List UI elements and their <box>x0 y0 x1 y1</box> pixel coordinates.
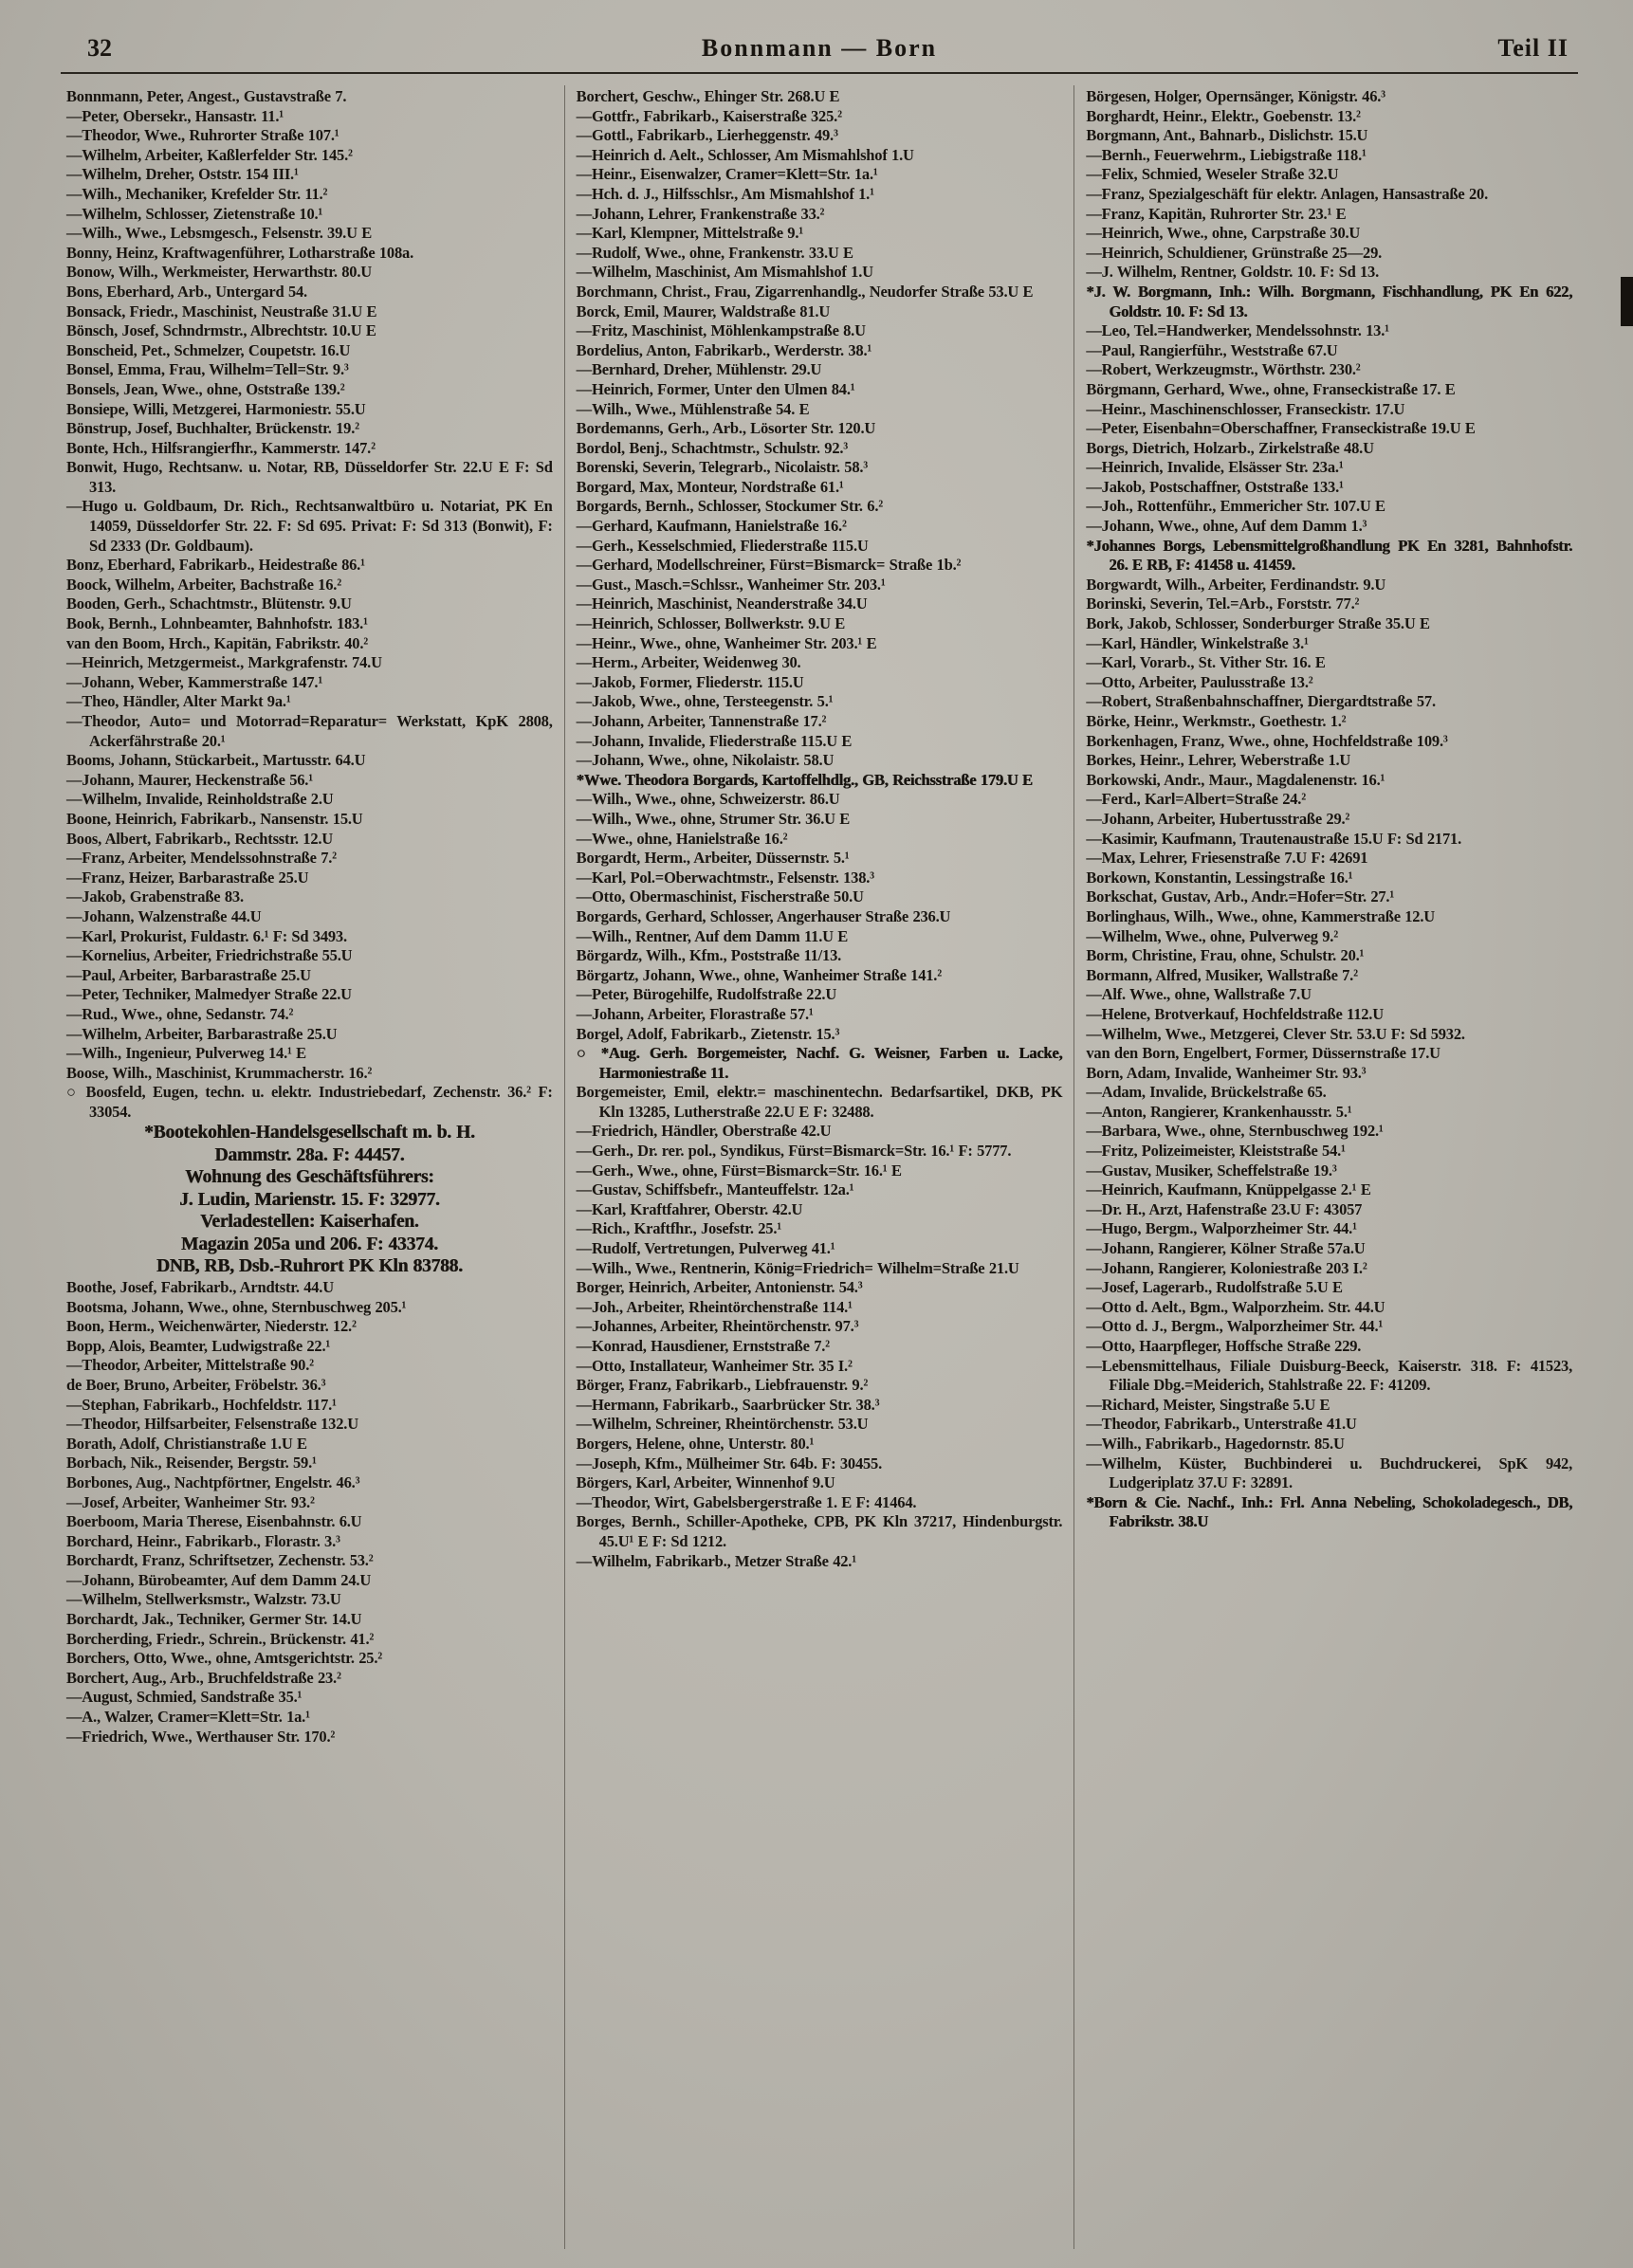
directory-entry: Börke, Heinr., Werkmstr., Goethestr. 1.² <box>1086 712 1347 730</box>
directory-entry: Bootsma, Johann, Wwe., ohne, Sternbuschweg 205.¹ <box>66 1297 407 1316</box>
directory-entry: Borges, Bernh., Schiller-Apotheke, CPB, PK Kln 37217, Hindenburgstr. 45.U¹ E F: Sd 1212. <box>576 1512 1063 1550</box>
directory-entry: —Hugo u. Goldbaum, Dr. Rich., Rechtsanwaltbüro u. Notariat, PK En 14059, Düsseldorfer Str. 22. F: Sd 695. Privat: F: Sd 313 (Bonwit), F: Sd 2333 (Dr. Goldbaum). <box>66 497 553 555</box>
directory-entry: Borchmann, Christ., Frau, Zigarrenhandlg., Neudorfer Straße 53.U E <box>576 282 1034 301</box>
directory-entry: Borgards, Bernh., Schlosser, Stockumer Str. 6.² <box>576 497 884 516</box>
directory-entry: Borkes, Heinr., Lehrer, Weberstraße 1.U <box>1086 751 1351 770</box>
directory-entry: —Herm., Arbeiter, Weidenweg 30. <box>576 653 801 672</box>
directory-entry: —Wilhelm, Maschinist, Am Mismahlshof 1.U <box>576 263 873 282</box>
directory-entry: Dammstr. 28a. F: 44457. <box>214 1144 405 1165</box>
directory-entry: Bönstrup, Josef, Buchhalter, Brückenstr. 19.² <box>66 419 359 438</box>
directory-entry: —Jakob, Grabenstraße 83. <box>66 887 244 906</box>
directory-entry: —Johann, Rangierer, Koloniestraße 203 I.² <box>1086 1258 1367 1277</box>
directory-entry: —Anton, Rangierer, Krankenhausstr. 5.¹ <box>1086 1102 1352 1121</box>
directory-entry: Borbones, Aug., Nachtpförtner, Engelstr. 46.³ <box>66 1472 360 1491</box>
directory-entry: van den Born, Engelbert, Former, Düssernstraße 17.U <box>1086 1044 1440 1063</box>
directory-entry: —Wilh., Wwe., ohne, Schweizerstr. 86.U <box>576 790 840 809</box>
directory-entry: Borger, Heinrich, Arbeiter, Antonienstr. 54.³ <box>576 1278 863 1297</box>
directory-entry: —A., Walzer, Cramer=Klett=Str. 1a.¹ <box>66 1708 310 1727</box>
directory-entry: —Barbara, Wwe., ohne, Sternbuschweg 192.¹ <box>1086 1122 1384 1141</box>
directory-entry: ○ *Aug. Gerh. Borgemeister, Nachf. G. Weisner, Farben u. Lacke, Harmoniestraße 11. <box>576 1044 1063 1082</box>
directory-entry: —Wilhelm, Wwe., Metzgerei, Clever Str. 53.U F: Sd 5932. <box>1086 1024 1465 1043</box>
directory-entry: Borbach, Nik., Reisender, Bergstr. 59.¹ <box>66 1454 317 1472</box>
directory-entry: —Hch. d. J., Hilfsschlsr., Am Mismahlshof 1.¹ <box>576 184 874 203</box>
directory-entry: —Karl, Klempner, Mittelstraße 9.¹ <box>576 224 804 243</box>
directory-entry: —Fritz, Maschinist, Möhlenkampstraße 8.U <box>576 321 866 340</box>
directory-entry: Borath, Adolf, Christianstraße 1.U E <box>66 1434 307 1453</box>
directory-entry: —Wilhelm, Arbeiter, Barbarastraße 25.U <box>66 1024 338 1043</box>
directory-entry: —Theodor, Arbeiter, Mittelstraße 90.² <box>66 1356 314 1375</box>
directory-entry: —August, Schmied, Sandstraße 35.¹ <box>66 1688 303 1707</box>
directory-entry: —Paul, Rangierführ., Weststraße 67.U <box>1086 340 1338 359</box>
directory-entry: —Wilhelm, Fabrikarb., Metzer Straße 42.¹ <box>576 1551 856 1570</box>
directory-entry: —Kasimir, Kaufmann, Trautenaustraße 15.U F: Sd 2171. <box>1086 829 1462 848</box>
directory-entry: Bork, Jakob, Schlosser, Sonderburger Straße 35.U E <box>1086 614 1430 633</box>
directory-entry: —Johann, Rangierer, Kölner Straße 57a.U <box>1086 1239 1366 1258</box>
directory-entry: van den Boom, Hrch., Kapitän, Fabrikstr. 40.² <box>66 633 368 652</box>
page-edge-tab <box>1621 277 1633 326</box>
directory-entry: Bormann, Alfred, Musiker, Wallstraße 7.² <box>1086 965 1358 984</box>
directory-entry: Bonscheid, Pet., Schmelzer, Coupetstr. 16.U <box>66 340 351 359</box>
directory-entry: Book, Bernh., Lohnbeamter, Bahnhofstr. 183.¹ <box>66 614 368 633</box>
directory-entry: Boose, Wilh., Maschinist, Krummacherstr. 16.² <box>66 1063 373 1082</box>
directory-entry: —Wilh., Fabrikarb., Hagedornstr. 85.U <box>1086 1434 1345 1453</box>
directory-entry: —Theodor, Fabrikarb., Unterstraße 41.U <box>1086 1415 1357 1434</box>
directory-entry: Borenski, Severin, Telegrarb., Nicolaistr. 58.³ <box>576 458 869 477</box>
directory-entry: —Heinr., Eisenwalzer, Cramer=Klett=Str. 1a.¹ <box>576 165 878 184</box>
directory-entry: Börgartz, Johann, Wwe., ohne, Wanheimer Straße 141.² <box>576 965 942 984</box>
directory-entry: Bonwit, Hugo, Rechtsanw. u. Notar, RB, Düsseldorfer Str. 22.U E F: Sd 313. <box>66 458 553 496</box>
directory-entry: Borchers, Otto, Wwe., ohne, Amtsgerichtstr. 25.² <box>66 1649 383 1668</box>
directory-entry: —Otto, Installateur, Wanheimer Str. 35 I.² <box>576 1356 853 1375</box>
directory-entry: —Konrad, Hausdiener, Ernststraße 7.² <box>576 1337 830 1355</box>
directory-entry: Borgs, Dietrich, Holzarb., Zirkelstraße 48.U <box>1086 438 1374 457</box>
directory-entry: —Gerhard, Kaufmann, Hanielstraße 16.² <box>576 517 847 536</box>
directory-entry: —Johann, Walzenstraße 44.U <box>66 906 262 925</box>
directory-entry: —Johann, Wwe., ohne, Auf dem Damm 1.³ <box>1086 517 1367 536</box>
directory-entry: —Gottl., Fabrikarb., Lierheggenstr. 49.³ <box>576 126 838 145</box>
directory-entry: —Heinrich, Former, Unter den Ulmen 84.¹ <box>576 379 855 398</box>
directory-entry: —Heinrich d. Aelt., Schlosser, Am Mismahlshof 1.U <box>576 145 914 164</box>
directory-entry: —Johannes, Arbeiter, Rheintörchenstr. 97.³ <box>576 1317 859 1336</box>
directory-entry: —Heinr., Maschinenschlosser, Franseckistr. 17.U <box>1086 399 1405 418</box>
directory-entry: —Rudolf, Vertretungen, Pulverweg 41.¹ <box>576 1239 835 1258</box>
directory-entry: —Peter, Techniker, Malmedyer Straße 22.U <box>66 985 352 1004</box>
directory-entry: Booms, Johann, Stückarbeit., Martusstr. 64.U <box>66 751 366 770</box>
page-title: Bonnmann — Born <box>701 34 938 62</box>
directory-entry: —Richard, Meister, Singstraße 5.U E <box>1086 1395 1330 1414</box>
directory-entry: Bordol, Benj., Schachtmstr., Schulstr. 92.³ <box>576 438 849 457</box>
directory-entry: —Jakob, Wwe., ohne, Tersteegenstr. 5.¹ <box>576 692 834 711</box>
directory-entry: Borghardt, Heinr., Elektr., Goebenstr. 13.² <box>1086 106 1361 125</box>
directory-entry: —Friedrich, Wwe., Werthauser Str. 170.² <box>66 1727 336 1746</box>
directory-entry: —Joh., Rottenführ., Emmericher Str. 107.U E <box>1086 497 1385 516</box>
directory-entry: —Karl, Pol.=Oberwachtmstr., Felsenstr. 138.³ <box>576 868 874 887</box>
directory-entry: J. Ludin, Marienstr. 15. F: 32977. <box>179 1189 440 1210</box>
directory-entry: —Heinr., Wwe., ohne, Wanheimer Str. 203.¹ E <box>576 633 877 652</box>
directory-entry: Borchardt, Jak., Techniker, Germer Str. 14.U <box>66 1610 362 1629</box>
directory-entry: —Kornelius, Arbeiter, Friedrichstraße 55.U <box>66 946 353 965</box>
directory-entry: —Otto, Arbeiter, Paulusstraße 13.² <box>1086 672 1313 691</box>
directory-entry: —Wilhelm, Schlosser, Zietenstraße 10.¹ <box>66 204 323 223</box>
directory-entry: —Karl, Kraftfahrer, Oberstr. 42.U <box>576 1199 803 1218</box>
directory-entry: —Wilhelm, Invalide, Reinholdstraße 2.U <box>66 790 334 809</box>
directory-entry: de Boer, Bruno, Arbeiter, Fröbelstr. 36.³ <box>66 1375 326 1394</box>
directory-entry: Borkowski, Andr., Maur., Magdalenenstr. 16.¹ <box>1086 770 1385 789</box>
directory-column-2 <box>564 85 1074 2249</box>
directory-entry: Born, Adam, Invalide, Wanheimer Str. 93.³ <box>1086 1063 1367 1082</box>
directory-entry: Börgmann, Gerhard, Wwe., ohne, Franseckistraße 17. E <box>1086 379 1456 398</box>
directory-entry: Borkschat, Gustav, Arb., Andr.=Hofer=Str. 27.¹ <box>1086 887 1395 906</box>
directory-entry: Borkown, Konstantin, Lessingstraße 16.¹ <box>1086 868 1353 887</box>
directory-entry: Borchardt, Franz, Schriftsetzer, Zechenstr. 53.² <box>66 1551 374 1570</box>
directory-entry: Verladestellen: Kaiserhafen. <box>200 1212 419 1233</box>
directory-entry: —Johann, Arbeiter, Hubertusstraße 29.² <box>1086 809 1350 828</box>
directory-entry: —Helene, Brotverkauf, Hochfeldstraße 112.U <box>1086 1004 1384 1023</box>
directory-entry: Bordelius, Anton, Fabrikarb., Werderstr. 38.¹ <box>576 340 872 359</box>
directory-entry: —Stephan, Fabrikarb., Hochfeldstr. 117.¹ <box>66 1395 337 1414</box>
directory-entry: —Rich., Kraftfhr., Josefstr. 25.¹ <box>576 1219 781 1238</box>
directory-entry: —Wilh., Mechaniker, Krefelder Str. 11.² <box>66 184 328 203</box>
directory-entry: —Karl, Händler, Winkelstraße 3.¹ <box>1086 633 1309 652</box>
directory-column-1 <box>55 85 564 2249</box>
directory-entry: ○ Boosfeld, Eugen, techn. u. elektr. Industriebedarf, Zechenstr. 36.² F: 33054. <box>66 1083 553 1121</box>
directory-entry: Börger, Franz, Fabrikarb., Liebfrauenstr. 9.² <box>576 1376 869 1395</box>
directory-entry: Bons, Eberhard, Arb., Untergard 54. <box>66 282 307 301</box>
directory-entry: —Wilh., Ingenieur, Pulverweg 14.¹ E <box>66 1044 306 1063</box>
directory-entry: Börgers, Karl, Arbeiter, Winnenhof 9.U <box>576 1473 835 1492</box>
directory-entry: *Johannes Borgs, Lebensmittelgroßhandlung PK En 3281, Bahnhofstr. 26. E RB, F: 41458 u. 41459. <box>1086 536 1573 575</box>
directory-entry: —Karl, Vorarb., St. Vither Str. 16. E <box>1086 653 1326 672</box>
directory-entry: —Johann, Arbeiter, Tannenstraße 17.² <box>576 712 827 730</box>
directory-entry: Boothe, Josef, Fabrikarb., Arndtstr. 44.U <box>66 1277 334 1296</box>
directory-entry: Bonz, Eberhard, Fabrikarb., Heidestraße 86.¹ <box>66 556 365 575</box>
directory-entry: —Wilhelm, Küster, Buchbinderei u. Buchdruckerei, SpK 942, Ludgeriplatz 37.U F: 32891. <box>1086 1454 1573 1492</box>
directory-entry: Bonnmann, Peter, Angest., Gustavstraße 7. <box>66 87 347 105</box>
directory-entry: *Born & Cie. Nachf., Inh.: Frl. Anna Nebeling, Schokoladegesch., DB, Fabrikstr. 38.U <box>1086 1492 1573 1531</box>
directory-entry: —Franz, Arbeiter, Mendelssohnstraße 7.² <box>66 849 337 868</box>
directory-entry: —Gerh., Dr. rer. pol., Syndikus, Fürst=Bismarck=Str. 16.¹ F: 5777. <box>576 1142 1012 1161</box>
directory-entry: —Theo, Händler, Alter Markt 9a.¹ <box>66 692 291 711</box>
directory-entry: Bordemanns, Gerh., Arb., Lösorter Str. 120.U <box>576 419 876 438</box>
directory-entry: —Wwe., ohne, Hanielstraße 16.² <box>576 829 788 848</box>
directory-entry: —Heinrich, Invalide, Elsässer Str. 23a.¹ <box>1086 458 1344 477</box>
directory-entry: —Heinrich, Maschinist, Neanderstraße 34.U <box>576 594 868 613</box>
directory-column-3 <box>1073 85 1584 2249</box>
directory-entry: Borgard, Max, Monteur, Nordstraße 61.¹ <box>576 477 844 496</box>
directory-entry: Boos, Albert, Fabrikarb., Rechtsstr. 12.U <box>66 829 334 848</box>
directory-entry: —Otto d. J., Bergm., Walporzheimer Str. 44.¹ <box>1086 1317 1384 1336</box>
directory-entry: —Joseph, Kfm., Mülheimer Str. 64b. F: 30455. <box>576 1454 883 1472</box>
directory-entry: —Lebensmittelhaus, Filiale Duisburg-Beeck, Kaiserstr. 318. F: 41523, Filiale Dbg.=Meiderich, Stahlstraße 22. F: 41209. <box>1086 1356 1573 1395</box>
directory-entry: —Alf. Wwe., ohne, Wallstraße 7.U <box>1086 985 1312 1004</box>
directory-entry: —Joh., Arbeiter, Rheintörchenstraße 114.¹ <box>576 1297 853 1316</box>
directory-entry: Borchert, Geschw., Ehinger Str. 268.U E <box>576 87 840 105</box>
directory-entry: —Johann, Invalide, Fliederstraße 115.U E <box>576 731 853 750</box>
directory-entry: —Max, Lehrer, Friesenstraße 7.U F: 42691 <box>1086 849 1368 868</box>
directory-entry: —Felix, Schmied, Weseler Straße 32.U <box>1086 165 1339 184</box>
directory-entry: —Wilhelm, Arbeiter, Kaßlerfelder Str. 145.² <box>66 145 353 164</box>
directory-entry: *J. W. Borgmann, Inh.: Wilh. Borgmann, Fischhandlung, PK En 622, Goldstr. 10. F: Sd 13. <box>1086 282 1573 320</box>
directory-entry: —Gerhard, Modellschreiner, Fürst=Bismarck= Straße 1b.² <box>576 556 962 575</box>
page-header <box>61 34 1578 66</box>
directory-entry: —Otto d. Aelt., Bgm., Walporzheim. Str. 44.U <box>1086 1297 1385 1316</box>
directory-entry: Borinski, Severin, Tel.=Arb., Forststr. 77.² <box>1086 594 1360 613</box>
directory-entry: —Gerh., Wwe., ohne, Fürst=Bismarck=Str. 16.¹ E <box>576 1161 902 1180</box>
directory-entry: —Josef, Lagerarb., Rudolfstraße 5.U E <box>1086 1278 1343 1297</box>
directory-entry: —Bernh., Feuerwehrm., Liebigstraße 118.¹ <box>1086 145 1367 164</box>
directory-columns <box>55 85 1584 2249</box>
directory-entry: Borgmann, Ant., Bahnarb., Dislichstr. 15.U <box>1086 126 1368 145</box>
directory-entry: *Wwe. Theodora Borgards, Kartoffelhdlg., GB, Reichsstraße 179.U E <box>576 770 1033 789</box>
directory-entry: —Heinrich, Schuldiener, Grünstraße 25—29. <box>1086 243 1383 262</box>
directory-entry: —Wilh., Wwe., Rentnerin, König=Friedrich= Wilhelm=Straße 21.U <box>576 1258 1019 1277</box>
directory-entry: Boerboom, Maria Therese, Eisenbahnstr. 6.U <box>66 1512 362 1531</box>
directory-entry: Boon, Herm., Weichenwärter, Niederstr. 12.² <box>66 1317 357 1336</box>
directory-entry: —Heinrich, Wwe., ohne, Carpstraße 30.U <box>1086 224 1361 243</box>
header-rule <box>61 72 1578 74</box>
directory-entry: —Karl, Prokurist, Fuldastr. 6.¹ F: Sd 3493. <box>66 926 347 945</box>
directory-entry: —Friedrich, Händler, Oberstraße 42.U <box>576 1122 832 1141</box>
directory-entry: —Theodor, Wwe., Ruhrorter Straße 107.¹ <box>66 126 339 145</box>
directory-entry: —Robert, Werkzeugmstr., Wörthstr. 230.² <box>1086 360 1361 379</box>
directory-entry: Borlinghaus, Wilh., Wwe., ohne, Kammerstraße 12.U <box>1086 906 1435 925</box>
directory-entry: —Rudolf, Wwe., ohne, Frankenstr. 33.U E <box>576 243 853 262</box>
directory-entry: —Franz, Kapitän, Ruhrorter Str. 23.¹ E <box>1086 204 1347 223</box>
directory-entry: —Gustav, Schiffsbefr., Manteuffelstr. 12a.¹ <box>576 1180 854 1199</box>
directory-entry: —Otto, Obermaschinist, Fischerstraße 50.U <box>576 887 864 906</box>
directory-entry: Boock, Wilhelm, Arbeiter, Bachstraße 16.² <box>66 575 341 594</box>
directory-entry: Booden, Gerh., Schachtmstr., Blütenstr. 9.U <box>66 594 352 613</box>
directory-entry: —Wilh., Wwe., ohne, Strumer Str. 36.U E <box>576 809 851 828</box>
directory-entry: —Franz, Heizer, Barbarastraße 25.U <box>66 868 309 887</box>
directory-entry: —Johann, Bürobeamter, Auf dem Damm 24.U <box>66 1570 372 1589</box>
directory-entry: Boone, Heinrich, Fabrikarb., Nansenstr. 15.U <box>66 809 363 828</box>
directory-entry: Bonsack, Friedr., Maschinist, Neustraße 31.U E <box>66 302 377 320</box>
part-label: Teil II <box>1497 34 1569 62</box>
directory-entry: Bopp, Alois, Beamter, Ludwigstraße 22.¹ <box>66 1336 331 1355</box>
directory-entry: Börgesen, Holger, Opernsänger, Königstr. 46.³ <box>1086 87 1385 105</box>
directory-entry: —Franz, Spezialgeschäft für elektr. Anlagen, Hansastraße 20. <box>1086 184 1488 203</box>
directory-entry: —Jakob, Former, Fliederstr. 115.U <box>576 672 804 691</box>
directory-entry: Borgemeister, Emil, elektr.= maschinentechn. Bedarfsartikel, DKB, PK Kln 13285, Lutherstraße 22.U E F: 32488. <box>576 1083 1063 1121</box>
directory-entry: —Wilh., Wwe., Mühlenstraße 54. E <box>576 399 810 418</box>
directory-entry: —Paul, Arbeiter, Barbarastraße 25.U <box>66 965 311 984</box>
directory-entry: Borchert, Aug., Arb., Bruchfeldstraße 23.² <box>66 1668 341 1687</box>
directory-entry: Börgardz, Wilh., Kfm., Poststraße 11/13. <box>576 946 842 965</box>
directory-entry: Borgers, Helene, ohne, Unterstr. 80.¹ <box>576 1434 815 1453</box>
directory-entry: Bonte, Hch., Hilfsrangierfhr., Kammerstr. 147.² <box>66 438 376 457</box>
directory-entry: —Gust., Masch.=Schlssr., Wanheimer Str. 203.¹ <box>576 575 886 594</box>
directory-entry: Bonow, Wilh., Werkmeister, Herwarthstr. 80.U <box>66 263 372 282</box>
directory-entry: —Jakob, Postschaffner, Oststraße 133.¹ <box>1086 477 1344 496</box>
directory-entry: —Theodor, Hilfsarbeiter, Felsenstraße 132.U <box>66 1415 358 1434</box>
directory-entry: Bonny, Heinz, Kraftwagenführer, Lotharstraße 108a. <box>66 243 413 262</box>
directory-entry: —Leo, Tel.=Handwerker, Mendelssohnstr. 13.¹ <box>1086 321 1389 340</box>
directory-entry: —Heinrich, Schlosser, Bollwerkstr. 9.U E <box>576 614 846 633</box>
directory-entry: Borm, Christine, Frau, ohne, Schulstr. 20.¹ <box>1086 946 1365 965</box>
directory-entry: Borcherding, Friedr., Schrein., Brückenstr. 41.² <box>66 1629 375 1648</box>
directory-entry: —Johann, Arbeiter, Florastraße 57.¹ <box>576 1004 814 1023</box>
directory-entry: —Adam, Invalide, Brückelstraße 65. <box>1086 1083 1327 1102</box>
directory-entry: *Bootekohlen-Handelsgesellschaft m. b. H. <box>144 1123 475 1143</box>
directory-entry: —Johann, Wwe., ohne, Nikolaistr. 58.U <box>576 751 835 770</box>
directory-entry: —Ferd., Karl=Albert=Straße 24.² <box>1086 790 1306 809</box>
directory-entry: —Bernhard, Dreher, Mühlenstr. 29.U <box>576 360 822 379</box>
directory-entry: Magazin 205a und 206. F: 43374. <box>180 1234 438 1254</box>
directory-entry: —Otto, Haarpfleger, Hoffsche Straße 229. <box>1086 1337 1362 1355</box>
directory-entry: Borck, Emil, Maurer, Waldstraße 81.U <box>576 302 831 320</box>
directory-entry: —Fritz, Polizeimeister, Kleiststraße 54.¹ <box>1086 1142 1346 1161</box>
directory-entry: —Josef, Arbeiter, Wanheimer Str. 93.² <box>66 1492 315 1511</box>
directory-entry: —Dr. H., Arzt, Hafenstraße 23.U F: 43057 <box>1086 1199 1363 1218</box>
directory-entry: —Wilh., Wwe., Lebsmgesch., Felsenstr. 39.U E <box>66 224 373 243</box>
directory-entry: —Wilhelm, Wwe., ohne, Pulverweg 9.² <box>1086 926 1338 945</box>
directory-entry: —Peter, Bürogehilfe, Rudolfstraße 22.U <box>576 985 837 1004</box>
directory-entry: Borgwardt, Wilh., Arbeiter, Ferdinandstr. 9.U <box>1086 575 1386 594</box>
directory-entry: Borgardt, Herm., Arbeiter, Düssernstr. 5.¹ <box>576 849 850 868</box>
directory-entry: —Theodor, Wirt, Gabelsbergerstraße 1. E F: 41464. <box>576 1492 917 1511</box>
directory-entry: DNB, RB, Dsb.-Ruhrort PK Kln 83788. <box>156 1256 463 1277</box>
directory-entry: Borgards, Gerhard, Schlosser, Angerhauser Straße 236.U <box>576 906 951 925</box>
directory-entry: —Heinrich, Metzgermeist., Markgrafenstr. 74.U <box>66 653 382 672</box>
directory-entry: —Johann, Weber, Kammerstraße 147.¹ <box>66 672 323 691</box>
directory-entry: —Wilh., Rentner, Auf dem Damm 11.U E <box>576 926 849 945</box>
directory-entry: —Hugo, Bergm., Walporzheimer Str. 44.¹ <box>1086 1219 1357 1238</box>
page-number: 32 <box>87 34 112 62</box>
directory-entry: Borchard, Heinr., Fabrikarb., Florastr. 3.³ <box>66 1531 340 1550</box>
directory-entry: —Johann, Lehrer, Frankenstraße 33.² <box>576 204 825 223</box>
directory-entry: —Wilhelm, Dreher, Oststr. 154 III.¹ <box>66 165 299 184</box>
directory-entry: —Gerh., Kesselschmied, Fliederstraße 115.U <box>576 536 869 555</box>
directory-entry: —Wilhelm, Stellwerksmstr., Walzstr. 73.U <box>66 1590 341 1609</box>
directory-entry: —Heinrich, Kaufmann, Knüppelgasse 2.¹ E <box>1086 1180 1371 1199</box>
directory-entry: Wohnung des Geschäftsführers: <box>185 1167 434 1188</box>
directory-entry: Bonsels, Jean, Wwe., ohne, Oststraße 139.² <box>66 379 345 398</box>
directory-entry: Borkenhagen, Franz, Wwe., ohne, Hochfeldstraße 109.³ <box>1086 731 1448 750</box>
directory-entry: —Theodor, Auto= und Motorrad=Reparatur= Werkstatt, KpK 2808, Ackerfährstraße 20.¹ <box>66 712 553 750</box>
directory-entry: —Robert, Straßenbahnschaffner, Diergardtstraße 57. <box>1086 692 1436 711</box>
directory-entry: —Wilhelm, Schreiner, Rheintörchenstr. 53.U <box>576 1415 869 1434</box>
directory-entry: —Gottfr., Fabrikarb., Kaiserstraße 325.² <box>576 106 842 125</box>
directory-entry: Bonsiepe, Willi, Metzgerei, Harmoniestr. 55.U <box>66 399 366 418</box>
directory-entry: —Gustav, Musiker, Scheffelstraße 19.³ <box>1086 1161 1337 1180</box>
directory-entry: —Hermann, Fabrikarb., Saarbrücker Str. 38.³ <box>576 1395 880 1414</box>
directory-entry: Bönsch, Josef, Schndrmstr., Albrechtstr. 10.U E <box>66 321 376 340</box>
directory-entry: —Peter, Eisenbahn=Oberschaffner, Franseckistraße 19.U E <box>1086 419 1476 438</box>
directory-entry: —Rud., Wwe., ohne, Sedanstr. 74.² <box>66 1004 294 1023</box>
directory-entry: Borgel, Adolf, Fabrikarb., Zietenstr. 15.³ <box>576 1024 840 1043</box>
directory-entry: —J. Wilhelm, Rentner, Goldstr. 10. F: Sd 13. <box>1086 263 1380 282</box>
directory-entry: —Peter, Obersekr., Hansastr. 11.¹ <box>66 106 284 125</box>
directory-entry: Bonsel, Emma, Frau, Wilhelm=Tell=Str. 9.³ <box>66 360 349 379</box>
directory-entry: —Johann, Maurer, Heckenstraße 56.¹ <box>66 770 313 789</box>
